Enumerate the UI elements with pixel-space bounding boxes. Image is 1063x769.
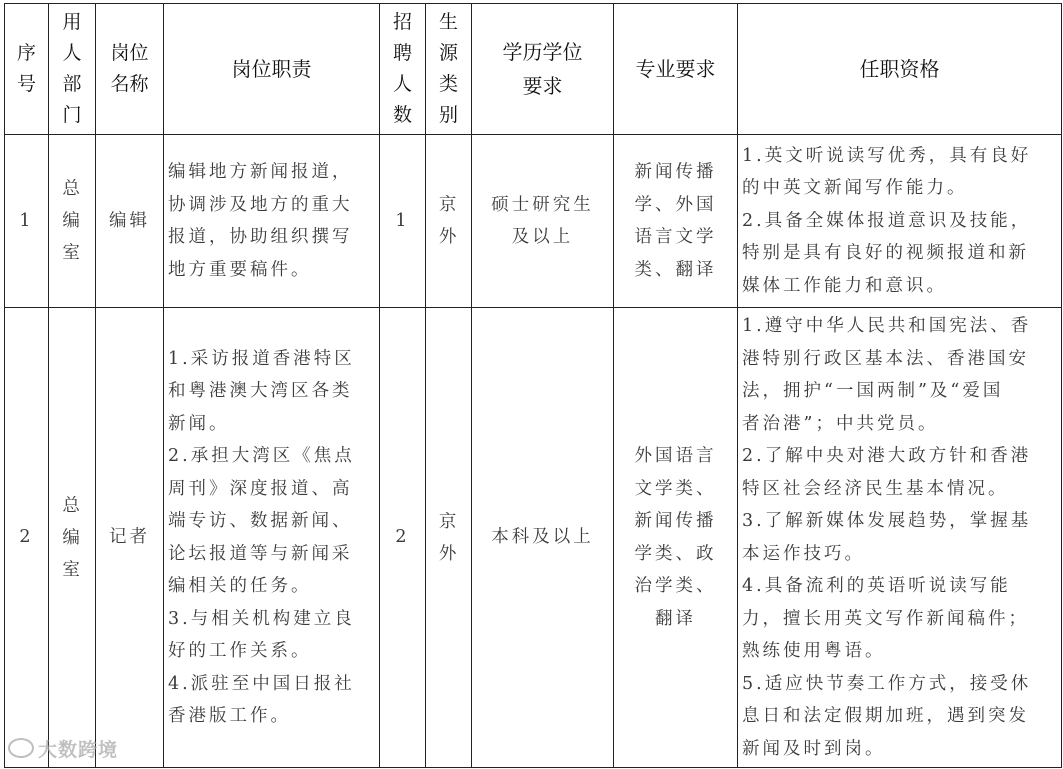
cell-title: 编辑	[96, 135, 164, 308]
header-no: 序号	[5, 4, 49, 135]
header-row	[5, 4, 1062, 135]
weibo-logo-icon	[8, 738, 34, 758]
header-major: 专业要求	[614, 4, 738, 135]
cell-duties: 编辑地方新闻报道， 协调涉及地方的重大 报道，协助组织撰写 地方重要稿件。	[164, 135, 380, 308]
cell-edu: 硕士研究生 及以上	[472, 135, 614, 308]
cell-no: 2	[5, 308, 49, 768]
cell-title: 记者	[96, 308, 164, 768]
header-duties: 岗位职责	[164, 4, 380, 135]
cell-dept: 总编室	[49, 135, 96, 308]
cell-count: 1	[380, 135, 426, 308]
cell-duties: 1.采访报道香港特区 和粤港澳大湾区各类 新闻。 2.承担大湾区《焦点 周刊》深度报道、高 端专访、数据新闻、 论坛报道等与新闻采 编相关的任务。 3.与相关机构建立良 好的工作关系。 4.派驻至中国日报社 香港版工作。	[164, 308, 380, 768]
header-title: 岗位名称	[96, 4, 164, 135]
table-row	[5, 135, 1062, 308]
cell-source: 京外	[426, 135, 472, 308]
cell-qual: 1.遵守中华人民共和国宪法、香 港特别行政区基本法、香港国安 法，拥护“一国两制”及“爱国 者治港”；中共党员。 2.了解中央对港大政方针和香港 特区社会经济民生基本情况。 3.了解新媒体发展趋势，掌握基 本运作技巧。 4.具备流利的英语听说读写能 力，擅长用英文写作新闻稿件； 熟练使用粤语。 5.适应快节奏工作方式，接受休 息日和法定假期加班，遇到突发 新闻及时到岗。	[738, 308, 1062, 768]
cell-edu: 本科及以上	[472, 308, 614, 768]
header-count: 招聘人数	[380, 4, 426, 135]
header-qual: 任职资格	[738, 4, 1062, 135]
watermark-text: 大数跨境	[38, 739, 119, 761]
cell-major: 新闻传播 学、外国 语言文学 类、翻译	[614, 135, 738, 308]
cell-dept: 总编室	[49, 308, 96, 768]
cell-major: 外国语言 文学类、 新闻传播 学类、政 治学类、 翻译	[614, 308, 738, 768]
cell-source: 京外	[426, 308, 472, 768]
header-dept: 用人部门	[49, 4, 96, 135]
cell-qual: 1.英文听说读写优秀，具有良好 的中英文新闻写作能力。 2.具备全媒体报道意识及技能， 特别是具有良好的视频报道和新 媒体工作能力和意识。	[738, 135, 1062, 308]
cell-no: 1	[5, 135, 49, 308]
header-edu: 学历学位 要求	[472, 4, 614, 135]
recruitment-table	[4, 3, 1062, 768]
header-source: 生源类别	[426, 4, 472, 135]
table-row	[5, 308, 1062, 768]
cell-count: 2	[380, 308, 426, 768]
watermark	[8, 735, 118, 762]
